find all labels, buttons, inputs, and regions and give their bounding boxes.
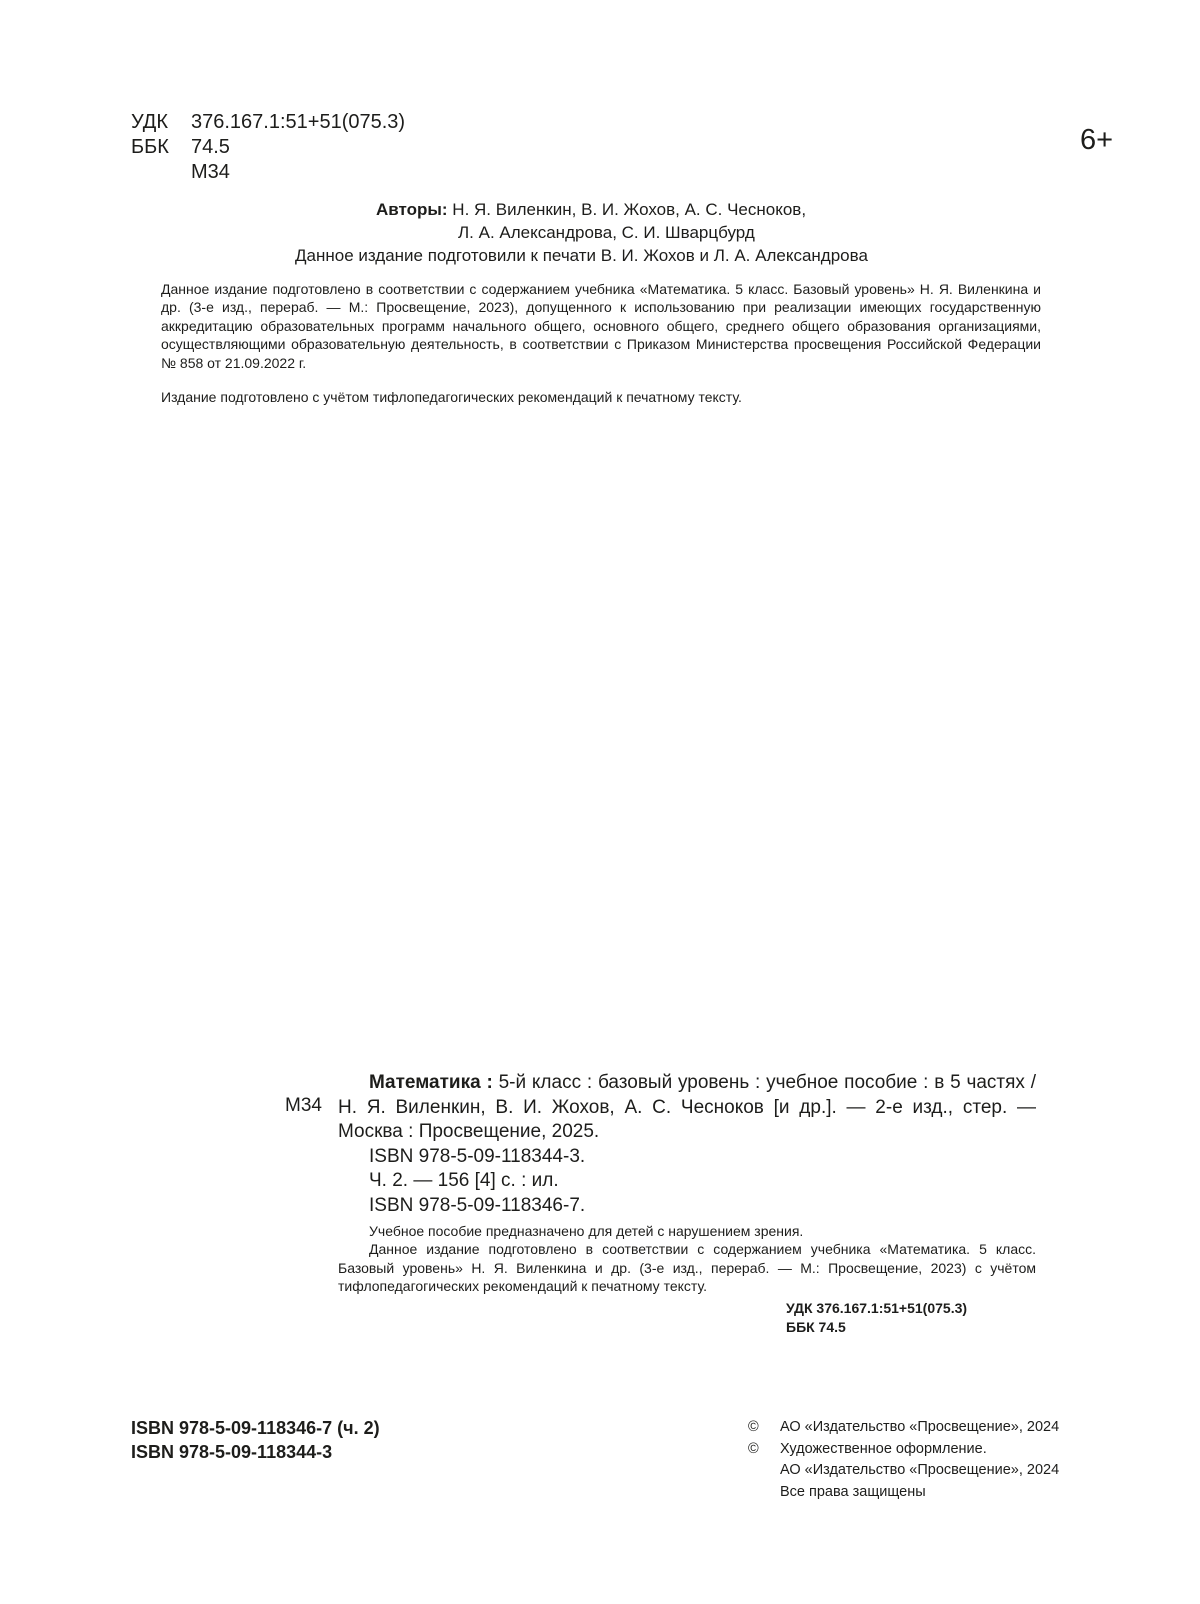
catalog-isbn-set: ISBN 978-5-09-118344-3. <box>369 1145 586 1167</box>
authors-block <box>376 198 806 244</box>
copyright-row-4 <box>748 1482 1059 1504</box>
copyright-row-2 <box>748 1439 1059 1461</box>
catalog-card <box>338 1071 1036 1337</box>
catalog-code: М34 <box>285 1095 322 1116</box>
bbk-value: 74.5 <box>191 136 230 158</box>
authors-label: Авторы: <box>376 200 448 219</box>
prepared-by: Данное издание подготовили к печати В. И. Жохов и Л. А. Александрова <box>295 246 868 265</box>
catalog-udk: УДК 376.167.1:51+51(075.3) <box>786 1300 968 1317</box>
classification-codes <box>131 110 405 185</box>
catalog-bbk: ББК 74.5 <box>786 1319 846 1336</box>
author-mark-row <box>131 160 405 185</box>
copyright-block <box>748 1417 1059 1503</box>
author-mark: М34 <box>191 161 230 183</box>
authors-line-2: Л. А. Александрова, С. И. Шварцбурд <box>458 223 755 242</box>
udk-row <box>131 110 405 135</box>
copyright-line-2: Художественное оформление. <box>780 1440 987 1457</box>
copyright-line-4: Все права защищены <box>780 1483 926 1500</box>
isbn-line-1: ISBN 978-5-09-118346-7 (ч. 2) <box>131 1418 380 1438</box>
udk-label: УДК <box>131 111 169 133</box>
age-rating: 6+ <box>1080 124 1114 156</box>
catalog-note-2: Данное издание подготовлено в соответствии с содержанием учебника «Математика. 5 класс. Базовый уровень» Н. Я. Виленкина и др. (3-е изд., перераб. — М.: Просвещение, 2023) с учётом тифлопедагогических рекомендаций к печатному тексту. <box>338 1241 1036 1294</box>
isbn-line-2: ISBN 978-5-09-118344-3 <box>131 1442 333 1462</box>
bbk-label: ББК <box>131 136 169 158</box>
catalog-title: Математика : <box>369 1072 493 1093</box>
bbk-row <box>131 135 405 160</box>
isbn-block <box>131 1416 380 1464</box>
catalog-description-text: 5-й класс : базовый уровень : учебное пособие : в 5 частях / Н. Я. Виленкин, В. И. Жохов, А. С. Чесноков [и др.]. — 2-е изд., стер. — Москва : Просвещение, 2025. <box>338 1072 1036 1142</box>
typhlo-note: Издание подготовлено с учётом тифлопедагогических рекомендаций к печатному тексту. <box>161 389 742 405</box>
copyright-icon: © <box>748 1440 759 1457</box>
catalog-note-1: Учебное пособие предназначено для детей с нарушением зрения. <box>369 1223 804 1239</box>
copyright-row-1 <box>748 1417 1059 1439</box>
catalog-description <box>338 1071 1036 1145</box>
catalog-isbn-part: ISBN 978-5-09-118346-7. <box>369 1194 586 1216</box>
copyright-icon: © <box>748 1419 759 1435</box>
authors-line-1: Н. Я. Виленкин, В. И. Жохов, А. С. Чесноков, <box>452 200 807 219</box>
copyright-line-3: АО «Издательство «Просвещение», 2024 <box>780 1462 1060 1478</box>
copyright-row-3 <box>748 1460 1059 1482</box>
copyright-line-1: АО «Издательство «Просвещение», 2024 <box>780 1419 1060 1435</box>
catalog-part: Ч. 2. — 156 [4] с. : ил. <box>369 1170 559 1191</box>
udk-value: 376.167.1:51+51(075.3) <box>191 111 406 133</box>
compliance-text: Данное издание подготовлено в соответствии с содержанием учебника «Математика. 5 класс. Базовый уровень» Н. Я. Виленкина и др. (3-е изд., перераб. — М.: Просвещение, 2023), допущенного к использованию при реализации имеющих государственную аккредитацию образовательных программ начального общего, основного общего, среднего общего образования организациями, осуществляющими образовательную деятельность, в соответствии с Приказом Министерства просвещения Российской Федерации № 858 от 21.09.2022 г. <box>161 281 1041 371</box>
